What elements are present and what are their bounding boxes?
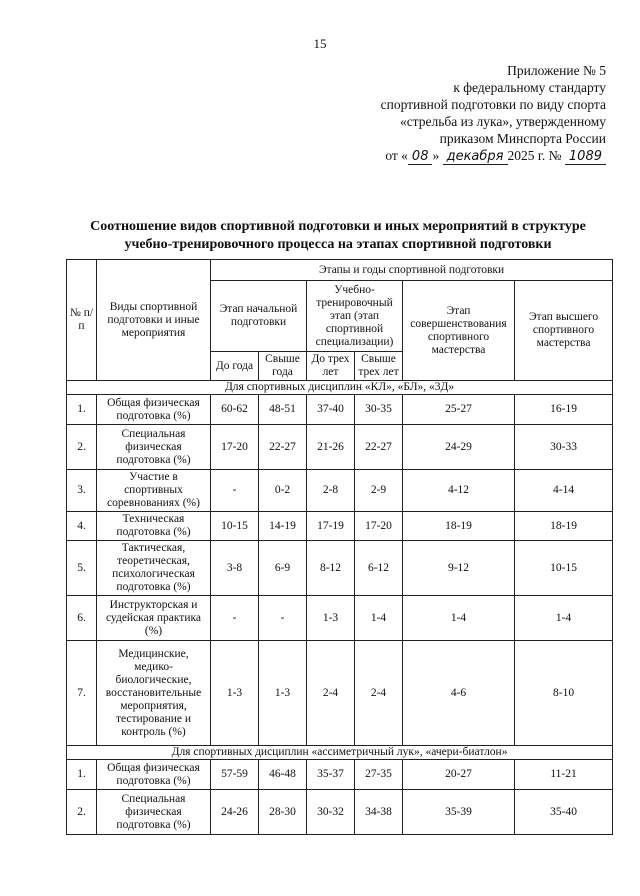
row-value-cell: 6-9 <box>259 541 307 596</box>
table-row <box>67 395 613 425</box>
row-number: 5. <box>67 541 97 596</box>
row-value-cell: 10-15 <box>211 512 259 541</box>
row-number: 3. <box>67 470 97 512</box>
row-value-cell: 2-8 <box>307 470 355 512</box>
row-value-cell: 28-30 <box>259 790 307 835</box>
row-value-cell: 3-8 <box>211 541 259 596</box>
row-value-cell: 10-15 <box>515 541 613 596</box>
row-value-cell: 60-62 <box>211 395 259 425</box>
title-line-2: учебно-тренировочного процесса на этапах спортивной подготовки <box>124 237 552 252</box>
row-value-cell: 17-20 <box>211 425 259 470</box>
table-row <box>67 760 613 790</box>
row-value-cell: 11-21 <box>515 760 613 790</box>
date-prefix: от « <box>385 148 408 163</box>
table-row <box>67 541 613 596</box>
row-value-cell: 37-40 <box>307 395 355 425</box>
row-value-cell: - <box>211 470 259 512</box>
title-line-1: Соотношение видов спортивной подготовки и иных мероприятий в структуре <box>90 219 586 234</box>
table-row <box>67 425 613 470</box>
document-title <box>58 218 618 254</box>
header-training-stage: Учебно-тренировочный этап (этап спортивной специализации) <box>307 281 403 352</box>
table-row <box>67 512 613 541</box>
row-value-cell: 48-51 <box>259 395 307 425</box>
appendix-line-2: к федеральному стандарту <box>453 80 606 95</box>
section-row <box>67 746 613 760</box>
row-value-cell: 2-9 <box>355 470 403 512</box>
row-value-cell: 1-3 <box>211 641 259 746</box>
header-training-year2: Свыше трех лет <box>355 352 403 381</box>
row-value-cell: 24-29 <box>403 425 515 470</box>
row-value-cell: 14-19 <box>259 512 307 541</box>
row-value-cell: 30-35 <box>355 395 403 425</box>
date-mid: » <box>432 148 440 163</box>
row-activity-name: Тактическая, теоретическая, психологическая подготовка (%) <box>97 541 211 596</box>
row-value-cell: 0-2 <box>259 470 307 512</box>
row-activity-name: Специальная физическая подготовка (%) <box>97 790 211 835</box>
row-value-cell: 35-37 <box>307 760 355 790</box>
appendix-date-line <box>330 147 606 165</box>
row-value-cell: 24-26 <box>211 790 259 835</box>
date-day: 08 <box>408 150 433 165</box>
section-title: Для спортивных дисциплин «ассиметричный лук», «ачери-биатлон» <box>67 746 613 760</box>
header-initial-year1: До года <box>211 352 259 381</box>
row-value-cell: 4-6 <box>403 641 515 746</box>
row-value-cell: 46-48 <box>259 760 307 790</box>
row-number: 2. <box>67 790 97 835</box>
header-initial-stage: Этап начальной подготовки <box>211 281 307 352</box>
row-value-cell: 27-35 <box>355 760 403 790</box>
row-activity-name: Инструкторская и судейская практика (%) <box>97 596 211 641</box>
row-value-cell: 22-27 <box>355 425 403 470</box>
row-activity-name: Медицинские, медико-биологические, восстановительные мероприятия, тестирование и контроль (%) <box>97 641 211 746</box>
row-value-cell: 34-38 <box>355 790 403 835</box>
row-value-cell: - <box>211 596 259 641</box>
row-value-cell: 35-39 <box>403 790 515 835</box>
row-number: 2. <box>67 425 97 470</box>
table-row <box>67 641 613 746</box>
appendix-line-1: Приложение № 5 <box>507 63 606 78</box>
row-value-cell: 18-19 <box>403 512 515 541</box>
date-month: декабря <box>443 150 508 165</box>
appendix-header <box>330 62 606 165</box>
row-value-cell: 35-40 <box>515 790 613 835</box>
row-value-cell: 30-33 <box>515 425 613 470</box>
row-number: 6. <box>67 596 97 641</box>
row-value-cell: 20-27 <box>403 760 515 790</box>
row-value-cell: 2-4 <box>355 641 403 746</box>
row-value-cell: 9-12 <box>403 541 515 596</box>
header-training-year1: До трех лет <box>307 352 355 381</box>
header-initial-year2: Свыше года <box>259 352 307 381</box>
row-value-cell: 4-12 <box>403 470 515 512</box>
row-value-cell: 1-3 <box>307 596 355 641</box>
date-year: 2025 г. № <box>507 148 562 163</box>
row-activity-name: Техническая подготовка (%) <box>97 512 211 541</box>
row-number: 7. <box>67 641 97 746</box>
appendix-line-4: «стрельба из лука», утвержденному <box>399 114 606 129</box>
training-ratio-table <box>66 259 613 835</box>
row-value-cell: 30-32 <box>307 790 355 835</box>
row-value-cell: 4-14 <box>515 470 613 512</box>
row-value-cell: 22-27 <box>259 425 307 470</box>
row-value-cell: 1-3 <box>259 641 307 746</box>
row-value-cell: 8-12 <box>307 541 355 596</box>
row-number: 1. <box>67 760 97 790</box>
table-body <box>67 381 613 835</box>
section-row <box>67 381 613 395</box>
row-value-cell: 2-4 <box>307 641 355 746</box>
page-number: 15 <box>313 36 327 51</box>
row-value-cell: 57-59 <box>211 760 259 790</box>
row-value-cell: 8-10 <box>515 641 613 746</box>
header-improvement-stage: Этап совершенствования спортивного мастерства <box>403 281 515 381</box>
row-value-cell: 17-19 <box>307 512 355 541</box>
order-number: 1089 <box>565 150 606 165</box>
row-value-cell: 1-4 <box>403 596 515 641</box>
table-row <box>67 790 613 835</box>
table-row <box>67 596 613 641</box>
appendix-line-3: спортивной подготовки по виду спорта <box>380 97 606 112</box>
row-activity-name: Общая физическая подготовка (%) <box>97 395 211 425</box>
header-stages: Этапы и годы спортивной подготовки <box>211 260 613 281</box>
row-value-cell: 16-19 <box>515 395 613 425</box>
header-num: № п/п <box>67 260 97 381</box>
row-value-cell: 18-19 <box>515 512 613 541</box>
row-activity-name: Общая физическая подготовка (%) <box>97 760 211 790</box>
header-highest-stage: Этап высшего спортивного мастерства <box>515 281 613 381</box>
appendix-line-5: приказом Минспорта России <box>439 131 606 146</box>
row-value-cell: 25-27 <box>403 395 515 425</box>
row-value-cell: 1-4 <box>515 596 613 641</box>
section-title: Для спортивных дисциплин «КЛ», «БЛ», «3Д» <box>67 381 613 395</box>
row-value-cell: 6-12 <box>355 541 403 596</box>
row-activity-name: Участие в спортивных соревнованиях (%) <box>97 470 211 512</box>
row-value-cell: 1-4 <box>355 596 403 641</box>
table-row <box>67 470 613 512</box>
row-number: 4. <box>67 512 97 541</box>
row-activity-name: Специальная физическая подготовка (%) <box>97 425 211 470</box>
row-value-cell: 21-26 <box>307 425 355 470</box>
row-value-cell: - <box>259 596 307 641</box>
row-value-cell: 17-20 <box>355 512 403 541</box>
header-types: Виды спортивной подготовки и иные мероприятия <box>97 260 211 381</box>
row-number: 1. <box>67 395 97 425</box>
